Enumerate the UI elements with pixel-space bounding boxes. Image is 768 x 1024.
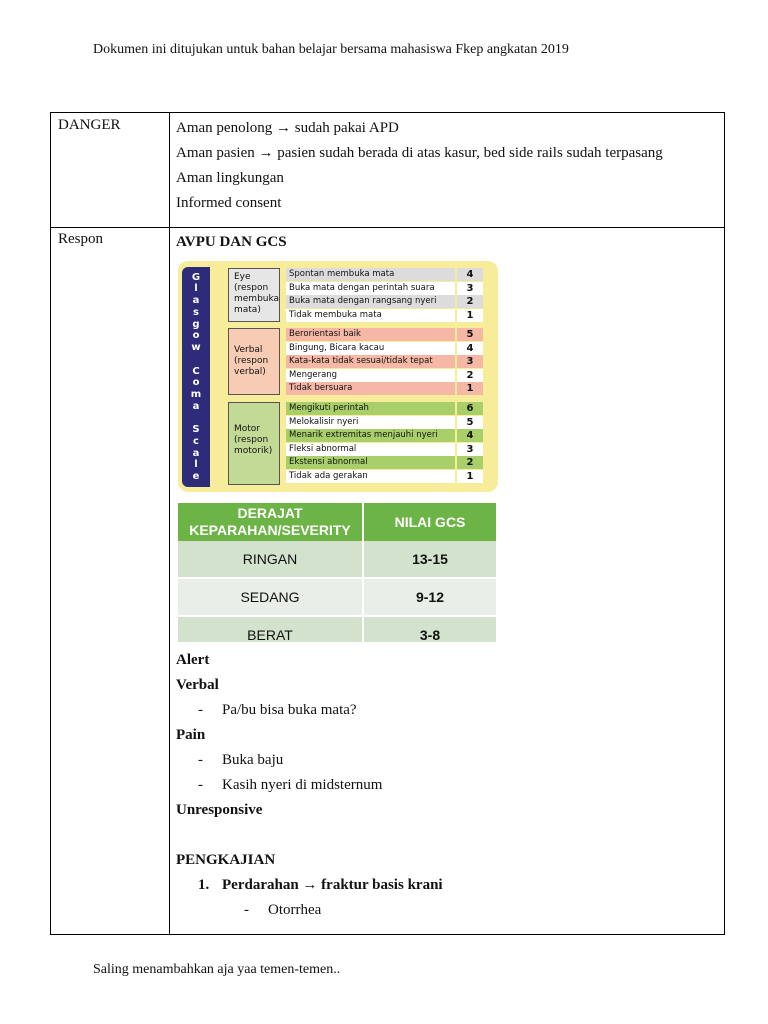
dash-marker: - <box>198 702 203 718</box>
severity-column-divider <box>362 503 364 642</box>
numbered-item-text: Perdarahan → fraktur basis krani <box>222 877 443 893</box>
gcs-item-desc: Kata-kata tidak sesuai/tidak tepat <box>286 355 455 368</box>
gcs-item-score: 3 <box>457 355 483 368</box>
gcs-item-score: 4 <box>457 342 483 355</box>
gcs-eye-category <box>228 268 280 322</box>
assessment-table <box>50 112 725 935</box>
column-divider <box>169 113 170 934</box>
severity-header-label <box>178 503 362 539</box>
dash-marker: - <box>198 777 203 793</box>
gcs-item-score: 6 <box>457 402 483 415</box>
sub-item-text: Otorrhea <box>268 902 322 918</box>
gcs-item-row <box>286 402 483 415</box>
gcs-item-score: 3 <box>457 282 483 295</box>
gcs-item-row <box>286 268 483 281</box>
gcs-category-line: (respon <box>234 435 269 445</box>
gcs-side-title <box>182 267 210 487</box>
severity-row <box>178 541 496 577</box>
respon-label: Respon <box>58 231 103 247</box>
dash-marker: - <box>198 752 203 768</box>
severity-header <box>178 503 496 541</box>
gcs-category-line: verbal) <box>234 367 266 377</box>
severity-gcs-range: 3-8 <box>419 627 441 642</box>
avpu-alert: Alert <box>176 652 210 668</box>
gcs-title-letter: o <box>192 330 200 342</box>
danger-label: DANGER <box>58 117 121 133</box>
gcs-item-score: 2 <box>457 295 483 308</box>
pengkajian-heading: PENGKAJIAN <box>176 852 276 868</box>
gcs-item-desc: Spontan membuka mata <box>286 268 455 281</box>
gcs-title-letter: l <box>194 459 198 471</box>
gcs-item-desc: Bingung, Bicara kacau <box>286 342 455 355</box>
avpu-verbal: Verbal <box>176 677 219 693</box>
gcs-item-desc: Berorientasi baik <box>286 328 455 341</box>
gcs-item-desc: Buka mata dengan perintah suara <box>286 282 455 295</box>
gcs-category-line: Eye <box>234 272 251 282</box>
gcs-item-row <box>286 328 483 341</box>
gcs-item-row <box>286 355 483 368</box>
gcs-item-row <box>286 295 483 308</box>
pain-item <box>176 748 443 773</box>
danger-line: Aman penolong → sudah pakai APD <box>176 120 399 136</box>
gcs-item-score: 1 <box>457 309 483 322</box>
gcs-title-letter: c <box>193 436 199 448</box>
gcs-item-score: 5 <box>457 328 483 341</box>
blank-line <box>176 823 443 848</box>
gcs-category-line: (respon <box>234 356 269 366</box>
dash-marker: - <box>244 902 249 918</box>
gcs-item-desc: Buka mata dengan rangsang nyeri <box>286 295 455 308</box>
verbal-item-text: Pa/bu bisa buka mata? <box>222 702 357 718</box>
gcs-item-row <box>286 342 483 355</box>
gcs-category-line: (respon <box>234 283 269 293</box>
severity-row <box>178 579 496 615</box>
heading-text: AVPU DAN GCS <box>176 234 287 250</box>
gcs-title-letter: C <box>192 365 200 377</box>
severity-row <box>178 617 496 642</box>
gcs-item-score: 1 <box>457 470 483 483</box>
gcs-item-score: 1 <box>457 382 483 395</box>
gcs-title-letter: g <box>192 318 200 330</box>
gcs-title-letter: m <box>190 389 202 401</box>
gcs-item-desc: Mengikuti perintah <box>286 402 455 415</box>
gcs-item-row <box>286 429 483 442</box>
danger-line: Informed consent <box>176 195 282 211</box>
glasgow-coma-scale-figure <box>178 261 498 492</box>
severity-level: BERAT <box>247 627 293 642</box>
number-marker: 1. <box>198 877 210 893</box>
gcs-category-line: Verbal <box>234 345 263 355</box>
header-line: DERAJAT <box>237 505 303 521</box>
gcs-verbal-category <box>228 328 280 395</box>
gcs-category-line: motorik) <box>234 446 273 456</box>
severity-gcs-range: 13-15 <box>412 551 448 567</box>
sub-item <box>176 898 443 923</box>
gcs-title-letter: a <box>192 295 200 307</box>
gcs-item-desc: Menarik extremitas menjauhi nyeri <box>286 429 455 442</box>
gcs-title-letter: S <box>192 424 200 436</box>
gcs-motor-category <box>228 402 280 485</box>
gcs-item-score: 2 <box>457 369 483 382</box>
numbered-item <box>176 873 443 898</box>
verbal-item <box>176 698 443 723</box>
document-header-note: Dokumen ini ditujukan untuk bahan belajar bersama mahasiswa Fkep angkatan 2019 <box>93 42 569 57</box>
gcs-item-score: 4 <box>457 268 483 281</box>
gcs-item-desc: Tidak ada gerakan <box>286 470 455 483</box>
gcs-title-letter: l <box>194 283 198 295</box>
danger-line: Aman lingkungan <box>176 170 284 186</box>
severity-level: SEDANG <box>240 589 300 605</box>
gcs-title-letter: o <box>192 377 200 389</box>
gcs-item-desc: Melokalisir nyeri <box>286 416 455 429</box>
gcs-item-row <box>286 382 483 395</box>
gcs-title-letter: w <box>191 342 201 354</box>
gcs-item-row <box>286 443 483 456</box>
gcs-item-row <box>286 282 483 295</box>
document-footer-note: Saling menambahkan aja yaa temen-temen.. <box>93 962 341 977</box>
avpu-unresponsive: Unresponsive <box>176 802 263 818</box>
severity-gcs-range: 9-12 <box>415 589 445 605</box>
pain-item <box>176 773 443 798</box>
danger-line: Aman pasien → pasien sudah berada di atas kasur, bed side rails sudah terpasang <box>176 145 663 161</box>
pain-item-text: Kasih nyeri di midsternum <box>222 777 383 793</box>
gcs-item-desc: Fleksi abnormal <box>286 443 455 456</box>
header-line: KEPARAHAN/SEVERITY <box>189 522 351 538</box>
avpu-gcs-heading <box>176 230 287 255</box>
pain-item-text: Buka baju <box>222 752 284 768</box>
gcs-severity-table <box>178 503 496 642</box>
gcs-title-letter: a <box>192 400 200 412</box>
gcs-title-letter <box>194 354 197 365</box>
gcs-item-score: 5 <box>457 416 483 429</box>
gcs-category-line: membuka <box>234 294 280 304</box>
gcs-item-row <box>286 309 483 322</box>
gcs-item-score: 4 <box>457 429 483 442</box>
avpu-content <box>176 648 443 923</box>
gcs-title-letter: e <box>192 471 200 483</box>
gcs-item-desc: Tidak membuka mata <box>286 309 455 322</box>
gcs-item-row <box>286 470 483 483</box>
gcs-title-letter <box>194 413 197 424</box>
avpu-pain: Pain <box>176 727 206 743</box>
gcs-category-line: mata) <box>234 305 261 315</box>
gcs-title-letter: s <box>193 306 199 318</box>
gcs-item-desc: Tidak bersuara <box>286 382 455 395</box>
gcs-item-row <box>286 456 483 469</box>
severity-header-value: NILAI GCS <box>394 514 466 530</box>
gcs-item-score: 2 <box>457 456 483 469</box>
gcs-category-line: Motor <box>234 424 261 434</box>
gcs-item-desc: Mengerang <box>286 369 455 382</box>
gcs-title-letter: a <box>192 447 200 459</box>
row-divider <box>51 227 724 228</box>
danger-content <box>176 116 663 216</box>
gcs-item-row <box>286 416 483 429</box>
gcs-item-row <box>286 369 483 382</box>
severity-level: RINGAN <box>242 551 298 567</box>
gcs-item-desc: Ekstensi abnormal <box>286 456 455 469</box>
gcs-item-score: 3 <box>457 443 483 456</box>
gcs-title-letter: G <box>191 271 201 283</box>
